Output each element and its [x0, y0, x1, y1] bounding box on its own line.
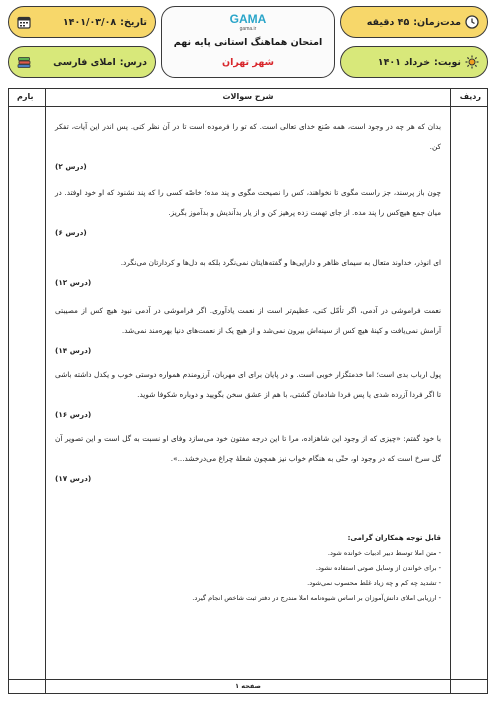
books-icon — [17, 55, 31, 69]
lesson-ref: (درس ۱۴) — [55, 346, 92, 355]
subject-box — [8, 46, 156, 78]
lesson-ref: (درس ۶) — [55, 228, 87, 237]
duration-label: مدت‌زمان: — [413, 16, 461, 28]
lesson-ref: (درس ۲) — [55, 162, 87, 171]
header-description: شرح سوالات — [222, 92, 274, 101]
date-box — [8, 6, 156, 38]
question-1 — [55, 117, 441, 177]
header-row-number: ردیف — [459, 92, 481, 101]
question-6 — [55, 429, 441, 489]
table-header — [9, 89, 487, 107]
question-text: ای انوذر، خداوند متعال به سیمای ظاهر و دارایی‌ها و گفته‌هایتان نمی‌نگرد بلکه به دل‌ها و کردارتان می‌نگرد. — [120, 258, 441, 267]
term-label: نوبت: — [434, 56, 461, 68]
question-text: پول ارباب بدی است؛ اما خدمتگزار خوبی است. و در پایان برای ای مهربان، آرزومندم همواره دوستی خوب و یکدل داشته باشی تا اگر فردا آزرده شدی یا پس فردا شادمان گشتی، با هم از عشق سخن بگویید و دوباره شکوفا شوید. — [55, 370, 441, 399]
question-text: نعمت فراموشی در آدمی، اگر تأمّل کنی، عظیم‌تر است از نعمت یادآوری. اگر فراموشی در آدمی نبود هیچ کس از مصیبتی آرامش نمی‌یافت و کینهٔ هیچ کس از سینه‌اش بیرون نمی‌شد و از هیچ یک از نعمت‌های دنیا بهره‌مند نمی‌شد. — [55, 306, 441, 335]
question-3 — [55, 253, 441, 293]
header-score: بارم — [17, 92, 34, 101]
note-item: - متن املا توسط دبیر ادبیات خوانده شود. — [327, 549, 441, 557]
gama-logo — [211, 11, 285, 31]
question-2 — [55, 183, 441, 243]
lesson-ref: (درس ۱۶) — [55, 410, 92, 419]
subject-value: املای فارسی — [53, 56, 116, 68]
question-text: بدان که هر چه در وجود است، همه صُنع خدای تعالی است. که تو را فرموده است تا در آن نظر کنی. پس اندر این آیات، تفکر کن. — [55, 122, 441, 151]
date-label: تاریخ: — [120, 16, 147, 28]
exam-header — [8, 6, 488, 82]
teacher-notes — [55, 531, 441, 606]
question-text: چون باز پرسند، جز راست مگوی تا نخواهند، کس را نصیحت مگوی و پند مده؛ خاصّه کسی را که پند نشنود که او خود اوفتد. در میان جمع هیچ‌کس را پند مده. از جای تهمت زده پرهیز کن و از یار بدآندیش و بدآموز بگریز. — [55, 188, 441, 217]
page-footer — [9, 679, 487, 693]
questions-content — [47, 107, 451, 679]
duration-value: ۴۵ دقیقه — [366, 16, 410, 28]
term-box — [340, 46, 488, 78]
exam-title-box — [161, 6, 335, 78]
duration-box — [340, 6, 488, 38]
question-5 — [55, 365, 441, 425]
note-item: - برای خواندن از وسایل صوتی استفاده نشود. — [315, 564, 441, 572]
lesson-ref: (درس ۱۲) — [55, 278, 92, 287]
questions-table — [8, 88, 488, 694]
term-value: خرداد ۱۴۰۱ — [377, 56, 431, 68]
note-item: - تشدید چه کم و چه زیاد غلط محسوب نمی‌شود. — [307, 579, 441, 587]
logo-text: GAMA — [229, 12, 267, 26]
score-column-divider — [45, 89, 46, 693]
sun-icon — [465, 55, 479, 69]
logo-sub: gama.ir — [239, 26, 257, 31]
page-number: صفحه ۱ — [235, 682, 261, 690]
notes-title: قابل توجه همکاران گرامی: — [347, 534, 441, 542]
date-value: ۱۴۰۱/۰۳/۰۸ — [62, 16, 117, 28]
calendar-icon — [17, 15, 31, 29]
question-4 — [55, 301, 441, 361]
subject-label: درس: — [119, 56, 147, 68]
question-text: با خود گفتم: «چیزی که از وجود این شاهزاده، مرا تا این درجه مفتون خود می‌سازد وفای او نسبت به گل است و این تصویر آن گل سرخ است که در وجود او، حتّی به هنگام خواب نیز همچون شعلهٔ چراغ می‌درخشد...». — [55, 434, 441, 463]
exam-city: شهر تهران — [222, 57, 274, 68]
exam-title: امتحان هماهنگ استانی پایه نهم — [173, 37, 323, 48]
note-item: - ارزیابی املای دانش‌آموزان بر اساس شیوه‌نامه املا مندرج در دفتر ثبت شاخص انجام گیرد. — [192, 594, 441, 602]
lesson-ref: (درس ۱۷) — [55, 474, 92, 483]
clock-icon — [465, 15, 479, 29]
